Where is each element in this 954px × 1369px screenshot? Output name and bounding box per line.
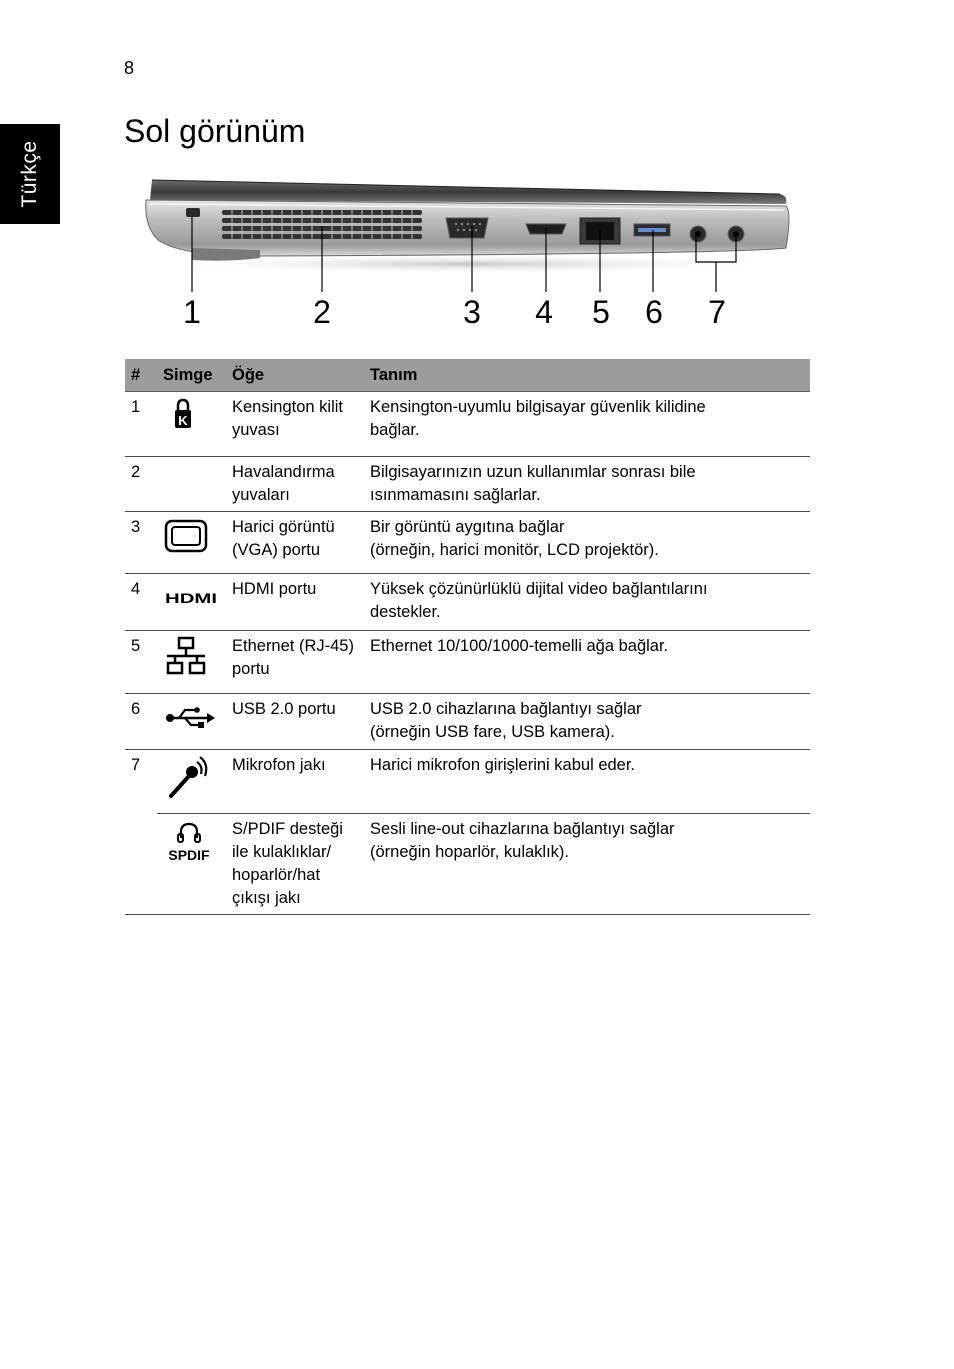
row-item: Harici görüntü (VGA) portu [226, 512, 364, 574]
callout-4: 4 [535, 294, 553, 330]
row-item [226, 814, 364, 915]
table-row [125, 750, 810, 814]
row-desc [364, 750, 810, 814]
row-item: Mikrofon jakı [226, 750, 364, 814]
row-icon-cell [157, 814, 226, 915]
row-icon-cell [157, 392, 226, 457]
desc-line: USB 2.0 cihazlarına bağlantıyı sağlar [370, 700, 642, 718]
row-desc [364, 457, 810, 512]
table-row [125, 457, 810, 512]
desc-line: Yüksek çözünürlüklü dijital video bağlantılarını [370, 580, 708, 598]
item-line: S/PDIF desteği [232, 820, 343, 838]
desc-line: ısınmamasını sağlarlar. [370, 486, 541, 504]
desc-line: Bilgisayarınızın uzun kullanımlar sonrası bile [370, 463, 696, 481]
desc-line: Kensington-uyumlu bilgisayar güvenlik kilidine [370, 398, 706, 416]
desc-line: Bir görüntü aygıtına bağlar [370, 518, 565, 536]
kensington-lock-icon [163, 396, 220, 434]
callout-7: 7 [708, 294, 726, 330]
page-number: 8 [124, 58, 135, 78]
row-icon-cell [157, 750, 226, 814]
row-num: 3 [125, 512, 157, 574]
svg-text:K: K [178, 413, 188, 428]
row-icon-cell [157, 574, 226, 631]
desc-line: destekler. [370, 603, 441, 621]
desc-line: (örneğin hoparlör, kulaklık). [370, 843, 570, 861]
row-item: Havalandırma yuvaları [226, 457, 364, 512]
table-row [125, 512, 810, 574]
row-desc [364, 631, 810, 694]
desc-line: Sesli line-out cihazlarına bağlantıyı sağlar [370, 820, 675, 838]
row-icon-cell [157, 694, 226, 750]
callout-6: 6 [645, 294, 663, 330]
row-item: Ethernet (RJ-45) portu [226, 631, 364, 694]
desc-line: bağlar. [370, 421, 420, 439]
row-num: 7 [131, 756, 141, 774]
header-desc: Tanım [364, 359, 810, 392]
row-desc [364, 392, 810, 457]
header-item: Öğe [226, 359, 364, 392]
table-row [125, 631, 810, 694]
row-icon-cell [157, 512, 226, 574]
row-num: 6 [125, 694, 157, 750]
desc-line: Harici mikrofon girişlerini kabul eder. [370, 756, 636, 774]
table-row [125, 694, 810, 750]
row-item: USB 2.0 portu [226, 694, 364, 750]
callout-2: 2 [313, 294, 331, 330]
hdmi-icon [163, 578, 220, 612]
header-icon: Simge [157, 359, 226, 392]
desc-line: (örneğin USB fare, USB kamera). [370, 723, 615, 741]
hdmi-logo-text: HDMI [165, 590, 217, 606]
usb-icon [163, 698, 220, 734]
item-line: çıkışı jakı [232, 889, 301, 907]
spdif-label: SPDIF [168, 847, 210, 863]
row-desc [364, 574, 810, 631]
callout-5: 5 [592, 294, 610, 330]
header-num: # [125, 359, 157, 392]
row-desc [364, 512, 810, 574]
callout-1: 1 [183, 294, 201, 330]
language-tab-label: Türkçe [18, 140, 41, 208]
item-line: ile kulaklıklar/ [232, 843, 332, 861]
language-tab [0, 124, 60, 224]
row-desc [364, 814, 810, 915]
table-row [125, 814, 810, 915]
item-line: hoparlör/hat [232, 866, 321, 884]
ports-table [125, 359, 810, 915]
table-row [125, 392, 810, 457]
table-row [125, 574, 810, 631]
desc-line: (örneğin, harici monitör, LCD projektör). [370, 541, 659, 559]
row-num: 5 [125, 631, 157, 694]
row-icon-cell [157, 457, 226, 512]
desc-line: Ethernet 10/100/1000-temelli ağa bağlar. [370, 637, 669, 655]
microphone-icon [163, 754, 220, 802]
row-num: 4 [125, 574, 157, 631]
row-desc [364, 694, 810, 750]
vga-icon [163, 516, 220, 556]
table-header-row [125, 359, 810, 392]
row-num: 2 [125, 457, 157, 512]
row-num: 1 [125, 392, 157, 457]
spdif-headphone-icon [163, 818, 220, 864]
row-num [125, 814, 157, 915]
row-item: Kensington kilit yuvası [226, 392, 364, 457]
callout-3: 3 [463, 294, 481, 330]
page-title: Sol görünüm [124, 113, 306, 149]
row-item: HDMI portu [226, 574, 364, 631]
row-icon-cell [157, 631, 226, 694]
ethernet-icon [163, 635, 220, 677]
